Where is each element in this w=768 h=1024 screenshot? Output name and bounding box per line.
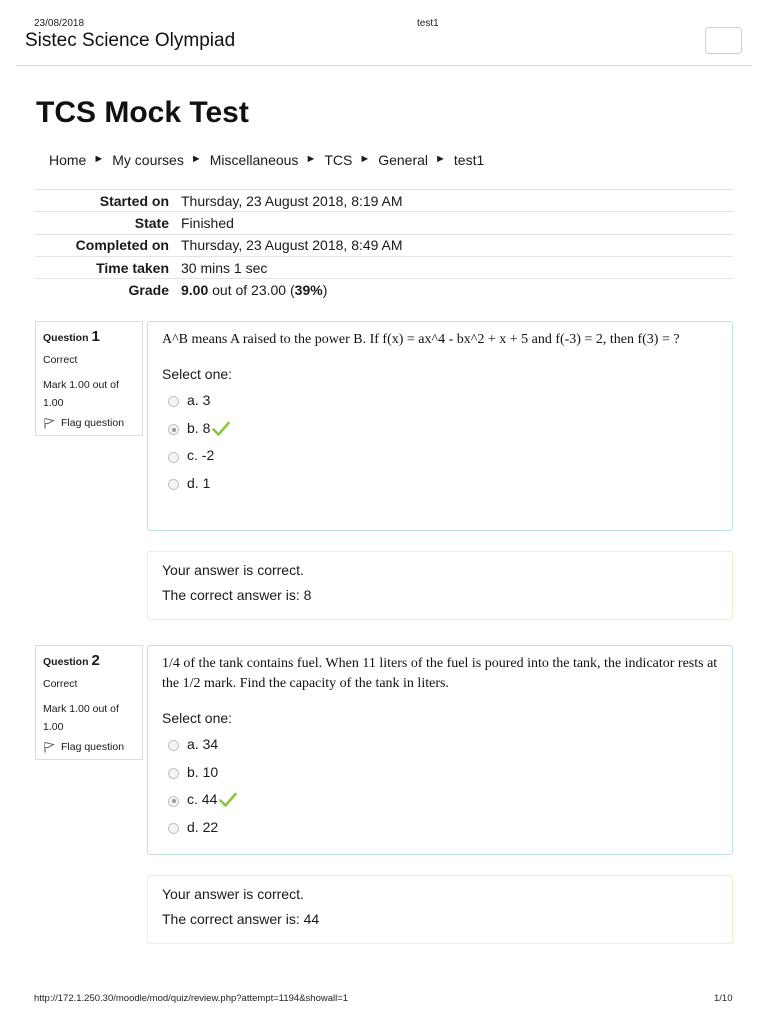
breadcrumb-home[interactable]: Home <box>49 152 87 168</box>
summary-row-grade <box>35 279 733 301</box>
question-number-line <box>43 652 136 669</box>
grade-out-of: out of 23.00 ( <box>208 282 295 299</box>
answer-options <box>162 386 718 497</box>
check-icon <box>219 792 237 808</box>
answer-label: c. 44 <box>187 791 218 808</box>
flag-question-button[interactable] <box>43 417 136 429</box>
flag-question-label: Flag question <box>61 417 125 429</box>
breadcrumb-tcs[interactable]: TCS <box>324 152 353 168</box>
summary-value: Thursday, 23 August 2018, 8:19 AM <box>181 190 733 212</box>
select-one-prompt: Select one: <box>162 366 233 382</box>
answer-option-c[interactable] <box>162 441 718 469</box>
breadcrumb-separator: ► <box>93 153 105 165</box>
select-one-prompt: Select one: <box>162 710 233 726</box>
answer-label: b. 10 <box>187 763 219 780</box>
breadcrumb-separator: ► <box>359 153 371 165</box>
answer-label: a. 34 <box>187 735 219 752</box>
radio-button[interactable] <box>168 768 179 779</box>
answer-label: d. 1 <box>187 474 211 491</box>
question-content-1 <box>147 321 733 531</box>
grade-score: 9.00 <box>181 282 209 299</box>
answer-label: c. -2 <box>187 447 215 464</box>
flag-icon <box>43 741 55 753</box>
feedback-result: Your answer is correct. <box>162 562 304 578</box>
grade-close: ) <box>322 282 328 299</box>
print-date: 23/08/2018 <box>34 18 85 29</box>
summary-label: Started on <box>35 190 181 212</box>
feedback-result: Your answer is correct. <box>162 886 304 902</box>
summary-row-state <box>35 212 733 234</box>
breadcrumb-separator: ► <box>305 153 317 165</box>
answer-label: d. 22 <box>187 818 219 835</box>
radio-button[interactable] <box>168 740 179 751</box>
print-doc-title: test1 <box>417 18 439 29</box>
summary-value: Thursday, 23 August 2018, 8:49 AM <box>181 234 733 256</box>
answer-option-d[interactable] <box>162 813 718 841</box>
answer-option-a[interactable] <box>162 386 718 414</box>
breadcrumb-my-courses[interactable]: My courses <box>112 152 184 168</box>
summary-row-completed-on <box>35 234 733 256</box>
question-info-2 <box>35 645 143 760</box>
feedback-1 <box>147 551 733 620</box>
nav-toggle-button[interactable] <box>705 27 742 54</box>
question-label: Question <box>43 656 89 668</box>
flag-icon <box>43 417 55 429</box>
header-divider <box>17 65 751 66</box>
radio-button-selected[interactable] <box>168 424 179 435</box>
summary-row-started-on <box>35 190 733 212</box>
radio-button[interactable] <box>168 396 179 407</box>
question-mark: Mark 1.00 out of 1.00 <box>43 703 119 733</box>
print-footer-page-number: 1/10 <box>714 993 733 1004</box>
breadcrumb-separator: ► <box>435 153 446 165</box>
radio-button[interactable] <box>168 823 179 834</box>
breadcrumb-miscellaneous[interactable]: Miscellaneous <box>209 152 299 168</box>
radio-button[interactable] <box>168 479 179 490</box>
answer-option-c[interactable] <box>162 785 718 813</box>
breadcrumb-general[interactable]: General <box>378 152 429 168</box>
grade-percent: 39% <box>294 282 323 299</box>
question-text: 1/4 of the tank contains fuel. When 11 liters of the fuel is poured into the tank, the indicator rests at the 1/2 mark. Find the capacity of the tank in liters. <box>162 656 718 691</box>
flag-question-label: Flag question <box>61 741 125 753</box>
question-state: Correct <box>43 678 78 690</box>
site-name[interactable]: Sistec Science Olympiad <box>25 30 236 51</box>
answer-option-d[interactable] <box>162 469 718 497</box>
summary-label: State <box>35 212 181 234</box>
print-footer-url: http://172.1.250.30/moodle/mod/quiz/review.php?attempt=1194&showall=1 <box>34 993 349 1004</box>
question-mark: Mark 1.00 out of 1.00 <box>43 379 119 409</box>
page-title: TCS Mock Test <box>36 96 249 129</box>
question-state: Correct <box>43 354 78 366</box>
answer-label: a. 3 <box>187 391 211 408</box>
feedback-2 <box>147 875 733 944</box>
answer-option-b[interactable] <box>162 758 718 786</box>
question-number: 2 <box>91 652 100 669</box>
summary-value: Finished <box>181 212 733 234</box>
answer-option-b[interactable] <box>162 414 718 442</box>
summary-value-grade <box>181 279 733 301</box>
question-info-1 <box>35 321 143 436</box>
summary-value: 30 mins 1 sec <box>181 256 733 278</box>
summary-label: Time taken <box>35 256 181 278</box>
summary-row-time-taken <box>35 256 733 278</box>
flag-question-button[interactable] <box>43 741 136 753</box>
question-number-line <box>43 328 136 345</box>
answer-option-a[interactable] <box>162 730 718 758</box>
check-icon <box>212 421 230 437</box>
summary-label: Completed on <box>35 234 181 256</box>
attempt-summary-table <box>35 189 733 301</box>
question-text: A^B means A raised to the power B. If f(x) = ax^4 - bx^2 + x + 5 and f(-3) = 2, then f(3) = ? <box>162 332 680 347</box>
radio-button-selected[interactable] <box>168 796 179 807</box>
radio-button[interactable] <box>168 452 179 463</box>
answer-label: b. 8 <box>187 419 211 436</box>
answer-options <box>162 730 718 841</box>
breadcrumb <box>49 152 484 168</box>
question-number: 1 <box>91 328 100 345</box>
breadcrumb-separator: ► <box>190 153 202 165</box>
feedback-correct-answer: The correct answer is: 44 <box>162 911 320 927</box>
feedback-correct-answer: The correct answer is: 8 <box>162 587 312 603</box>
question-content-2 <box>147 645 733 855</box>
summary-label: Grade <box>35 279 181 301</box>
question-label: Question <box>43 332 89 344</box>
breadcrumb-test1[interactable]: test1 <box>453 152 485 168</box>
